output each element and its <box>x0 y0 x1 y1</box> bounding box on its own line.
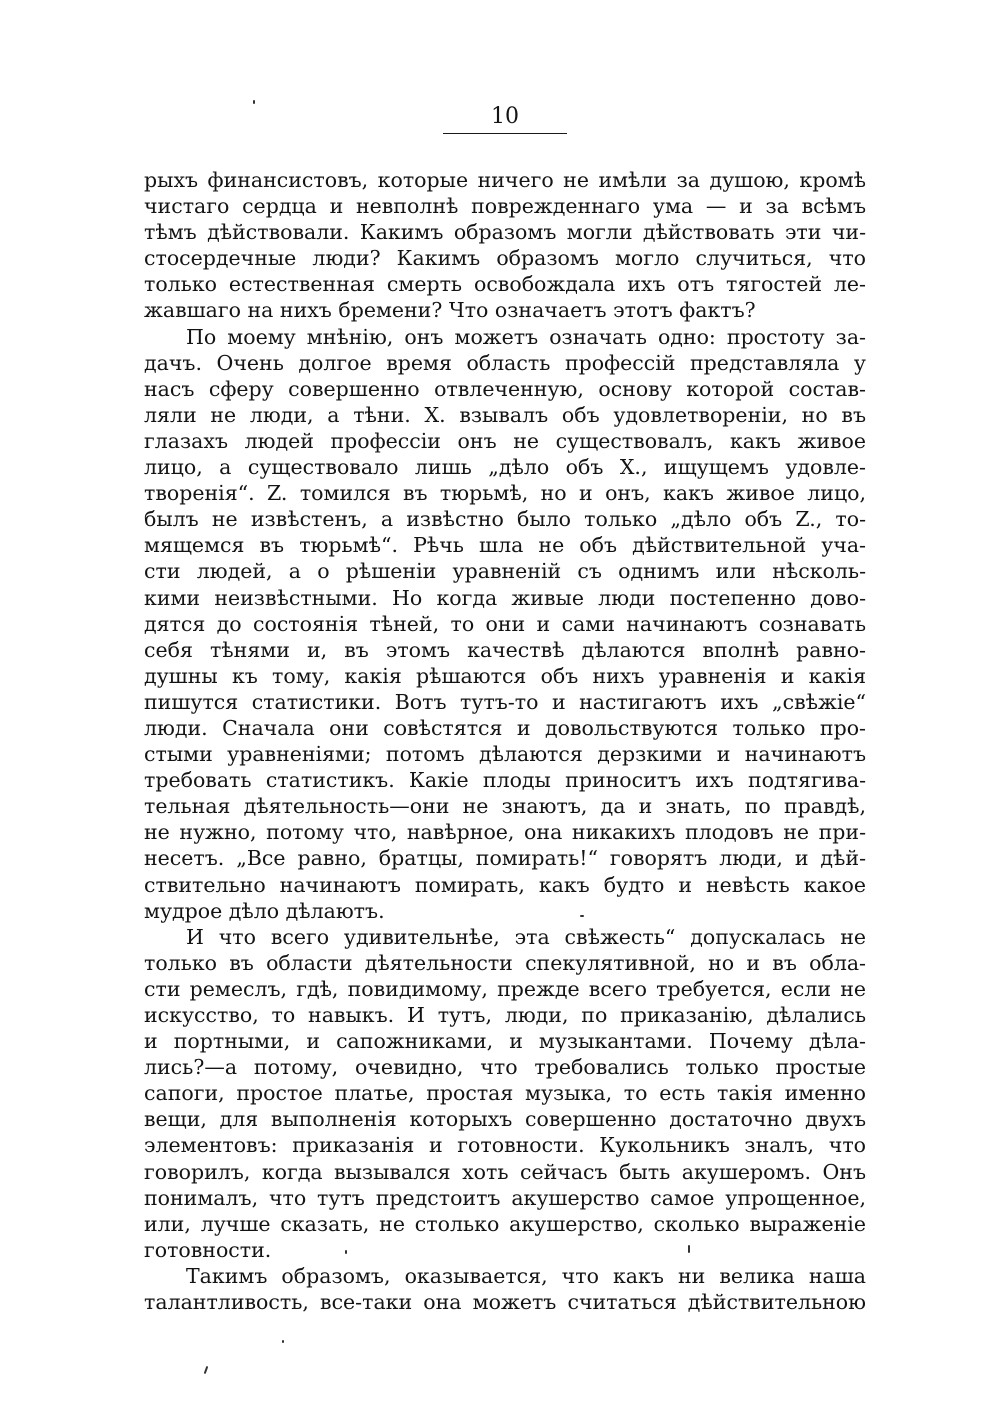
text-line: тѣмъ дѣйствовали. Какимъ образомъ могли дѣйствовать эти чи- <box>144 220 866 245</box>
text-line: только естественная смерть освобождала ихъ отъ тягостей ле- <box>144 272 866 297</box>
text-line: душны къ тому, какія рѣшаются объ нихъ уравненія и какія <box>144 663 866 688</box>
text-line: По моему мнѣнію, онъ можетъ означать одно: простоту за- <box>186 324 866 349</box>
text-line: не нужно, потому что, навѣрное, она никакихъ плодовъ не при- <box>144 820 866 845</box>
text-line: лись?—а потому, очевидно, что требовались только простые <box>144 1055 866 1080</box>
text-line: глазахъ людей профессіи онъ не существовалъ, какъ живое <box>144 428 866 453</box>
text-line: дятся до состоянія тѣней, то они и сами начинаютъ сознавать <box>144 611 866 636</box>
header-rule <box>443 133 567 134</box>
text-line: мящемся въ тюрьмѣ“. Рѣчь шла не объ дѣйствительной уча- <box>144 533 866 558</box>
text-line: стыми уравненіями; потомъ дѣлаются дерзкими и начинаютъ <box>144 742 866 767</box>
text-line: И что всего удивительнѣе, эта свѣжесть“ допускалась не <box>186 924 866 949</box>
text-line: талантливость, все-таки она можетъ считаться дѣйствительною <box>144 1290 866 1315</box>
text-line: элементовъ: приказанія и готовности. Кукольникъ зналъ, что <box>144 1133 866 1158</box>
text-line: искусство, то навыкъ. И тутъ, люди, по приказанію, дѣлались <box>144 1003 866 1027</box>
page-number: 10 <box>491 104 519 129</box>
text-line: и портными, и сапожниками, и музыкантами. Почему дѣла- <box>144 1029 866 1054</box>
text-line: сти людей, а о рѣшеніи уравненій съ однимъ или нѣсколь- <box>144 559 866 584</box>
text-line: ляли не люди, а тѣни. X. взывалъ объ удовлетвореніи, но въ <box>144 402 866 427</box>
text-line: былъ не извѣстенъ, а извѣстно было только „дѣло объ Z., то- <box>144 507 866 532</box>
text-line: только въ области дѣятельности спекулятивной, но и въ обла- <box>144 950 866 975</box>
text-line: рыхъ финансистовъ, которые ничего не имѣли за душою, кромѣ <box>144 168 866 192</box>
text-line: творенія“. Z. томился въ тюрьмѣ, но и онъ, какъ живое лицо, <box>144 481 866 506</box>
text-line: себя тѣнями и, въ этомъ качествѣ дѣлаются вполнѣ равно- <box>144 637 866 662</box>
text-line: чистаго сердца и невполнѣ поврежденнаго ума — и за всѣмъ <box>144 194 866 219</box>
text-line: пишутся статистики. Вотъ тутъ-то и настигаютъ ихъ „свѣжіе“ <box>144 689 866 714</box>
text-line: ствительно начинаютъ помирать, какъ будто и невѣсть какое <box>144 872 866 897</box>
scan-speck <box>345 1250 347 1254</box>
text-line: несетъ. „Все равно, братцы, помирать!“ говорятъ люди, и дѣй- <box>144 846 866 871</box>
text-line: понималъ, что тутъ предстоитъ акушерство самое упрощенное, <box>144 1185 866 1210</box>
scan-speck <box>580 915 584 917</box>
text-line: сапоги, простое платье, простая музыка, то есть такія именно <box>144 1081 866 1106</box>
text-line: тельная дѣятельность—они не знаютъ, да и знать, по правдѣ, <box>144 794 866 819</box>
text-line: требовать статистикъ. Какіе плоды приноситъ ихъ подтягива- <box>144 768 866 793</box>
text-line: или, лучше сказать, не столько акушерство, сколько выраженіе <box>144 1211 866 1236</box>
scan-speck <box>204 1366 209 1374</box>
text-line: вещи, для выполненія которыхъ совершенно достаточно двухъ <box>144 1107 866 1132</box>
text-line: насъ сферу совершенно отвлеченную, основу которой состав- <box>144 376 866 401</box>
text-line: люди. Сначала они совѣстятся и довольствуются только про- <box>144 715 866 740</box>
scan-speck <box>688 1245 690 1253</box>
text-line: кими неизвѣстными. Но когда живые люди постепенно дово- <box>144 585 866 610</box>
scan-speck <box>253 100 255 104</box>
text-line: стосердечные люди? Какимъ образомъ могло случиться, что <box>144 246 866 271</box>
text-line: мудрое дѣло дѣлаютъ. <box>144 898 385 923</box>
text-line: сти ремеслъ, гдѣ, повидимому, прежде всего требуется, если не <box>144 976 866 1001</box>
scan-speck <box>282 1340 284 1343</box>
body-text <box>144 167 866 1315</box>
text-line: жавшаго на нихъ бремени? Что означаетъ этотъ фактъ? <box>144 298 756 323</box>
text-line: дачъ. Очень долгое время область профессій представляла у <box>144 350 866 375</box>
text-line: говорилъ, когда вызывался хоть сейчасъ быть акушеромъ. Онъ <box>144 1159 866 1184</box>
text-line: лицо, а существовало лишь „дѣло объ X., ищущемъ удовле- <box>144 455 866 480</box>
text-line: Такимъ образомъ, оказывается, что какъ ни велика наша <box>186 1263 866 1288</box>
text-line: готовности. <box>144 1237 272 1262</box>
